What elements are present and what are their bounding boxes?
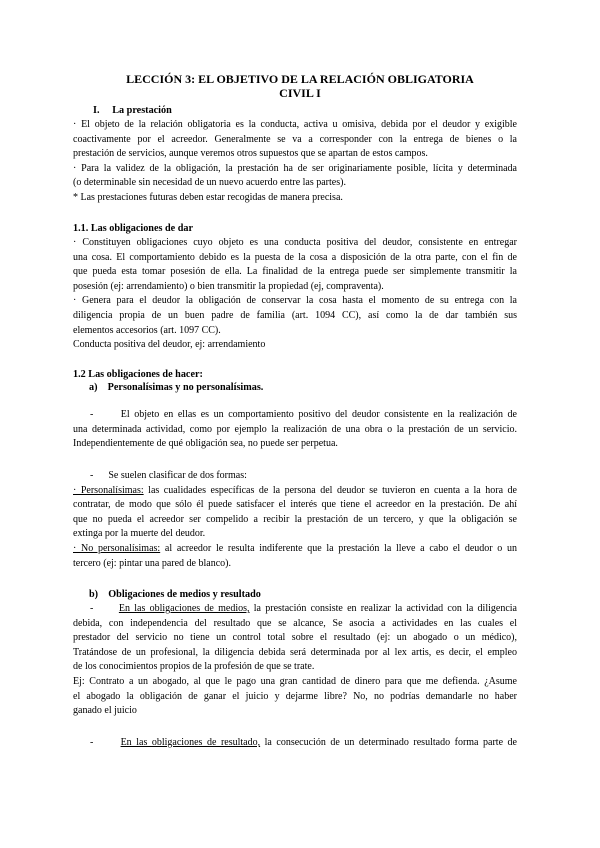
text-line: ganado el juicio [73,705,137,717]
text-line: contratar, de modo que sólo él puede satisfacer el interés que tiene el acreedor en la prestación. De ahí [73,499,517,511]
text-line: (o determinable sin necesidad de un nuevo acuerdo entre las partes). [73,177,346,189]
text-fragment: la prestación consiste en realizar la actividad con la diligencia [249,603,517,614]
text-fragment: al acreedor le resulta indiferente que la prestación la lleve a cabo el deudor o un [160,542,518,554]
text-line: tercero (ej: pintar una pared de blanco). [73,557,231,569]
text-line: el abogado la obligación de ganar el juicio y dejarme libre? No, no podrías demandarle no haber [73,690,517,702]
text-line: · El objeto de la relación obligatoria es la conducta, activa u omisiva, debida por el deudor y exigible [73,119,517,130]
text-line [73,542,517,557]
text-line [73,602,517,617]
text-line: Independientemente de qué obligación sea, no puede ser perpetua. [73,438,338,450]
text-line: posesión (ej: arrendamiento) o bien transmitir la propiedad (ej, compraventa). [73,280,384,292]
text-line: de los conocimientos propios de la profesión de que se trate. [73,661,315,673]
term-obligaciones-resultado: En las obligaciones de resultado, [120,737,261,748]
text-line: Ej: Contrato a un abogado, al que le pago una gran cantidad de dinero para que me defienda. ¿Asume [73,675,517,687]
term-obligaciones-medios: En las obligaciones de medios, [118,603,250,614]
text-fragment: la consecución de un determinado resultado forma parte de [260,737,517,748]
text-line: - El objeto en ellas es un comportamiento positivo del deudor consistente en la realización de [90,409,517,420]
text-line: una determinada actividad, como por ejemplo la realización de una obra o la prestación de un servicio. [73,423,517,435]
text-line: · Constituyen obligaciones cuyo objeto es una conducta positiva del deudor, consistente en entregar [73,237,517,248]
text-line: prestación de servicios, aunque veremos otros supuestos que se apartan de estos campos. [73,148,428,160]
section-heading-dar: 1.1. Las obligaciones de dar [73,223,193,234]
text-line: Tratándose de un profesional, la diligencia debida será determinada por al lex artis, es decir, el empleo [73,646,517,658]
text-line: debida, con independencia del resultado que se alcance, Se asocia a actividades en las cuales el [73,617,517,629]
hacer-description [73,408,517,452]
text-line: que no pueda el acreedor ser compelido a recibir la prestación de un tercero, y que la obligación se [73,513,517,525]
text-line: - Se suelen clasificar de dos formas: [90,470,247,481]
section-heading-prestacion: I. La prestación [93,105,172,116]
text-line: * Las prestaciones futuras deben estar recogidas de manera precisa. [73,191,343,203]
medios-block [73,602,517,719]
lesson-subtitle: CIVIL I [279,86,321,100]
resultado-block [73,736,517,751]
subheading-medios-resultado: b) Obligaciones de medios y resultado [89,589,261,600]
text-line: · Genera para el deudor la obligación de conservar la cosa hasta el momento de su entrega con la [73,295,517,307]
section-dar-body [73,236,517,353]
text-line: una cosa. El comportamiento debido es la puesta de la cosa a disposición de la otra parte, con el fin de [73,251,517,263]
subheading-personalisimas: a) Personalísimas y no personalísimas. [89,382,264,393]
lesson-title: LECCIÓN 3: EL OBJETIVO DE LA RELACIÓN OBLIGATORIA [126,72,474,86]
section-heading-hacer: 1.2 Las obligaciones de hacer: [73,369,203,380]
text-line: diligencia propia de un buen padre de familia (art. 1094 CC), así como la de dar también sus [73,309,517,321]
text-line: · Para la validez de la obligación, la prestación ha de ser originariamente posible, lícita y determinada [73,162,517,174]
text-line: Conducta positiva del deudor, ej: arrendamiento [73,339,266,351]
term-personalisimas: · Personalísimas: [73,484,144,496]
text-fragment: las cualidades específicas de la persona del deudor se tuvieron en cuenta a la hora de [143,484,517,496]
classification-block [73,469,517,571]
section-prestacion-body [73,118,517,206]
text-line: elementos accesorios (art. 1097 CC). [73,324,221,336]
text-line [73,484,517,499]
term-no-personalisimas: · No personalísimas: [73,542,161,554]
text-line: extinga por la muerte del deudor. [73,528,206,540]
text-line: coactivamente por el acreedor. Generalmente se va a corresponder con la entrega de bienes o la [73,133,517,145]
text-line: que pueda esta tomar posesión de ella. La finalidad de la entrega puede ser simplemente transmitir la [73,266,517,278]
text-line: prestador del servicio no tiene un control total sobre el resultado (ej: un abogado o un médico), [73,632,517,644]
dash-marker: - [90,603,119,614]
text-line [73,736,517,751]
dash-marker: - [90,737,121,748]
